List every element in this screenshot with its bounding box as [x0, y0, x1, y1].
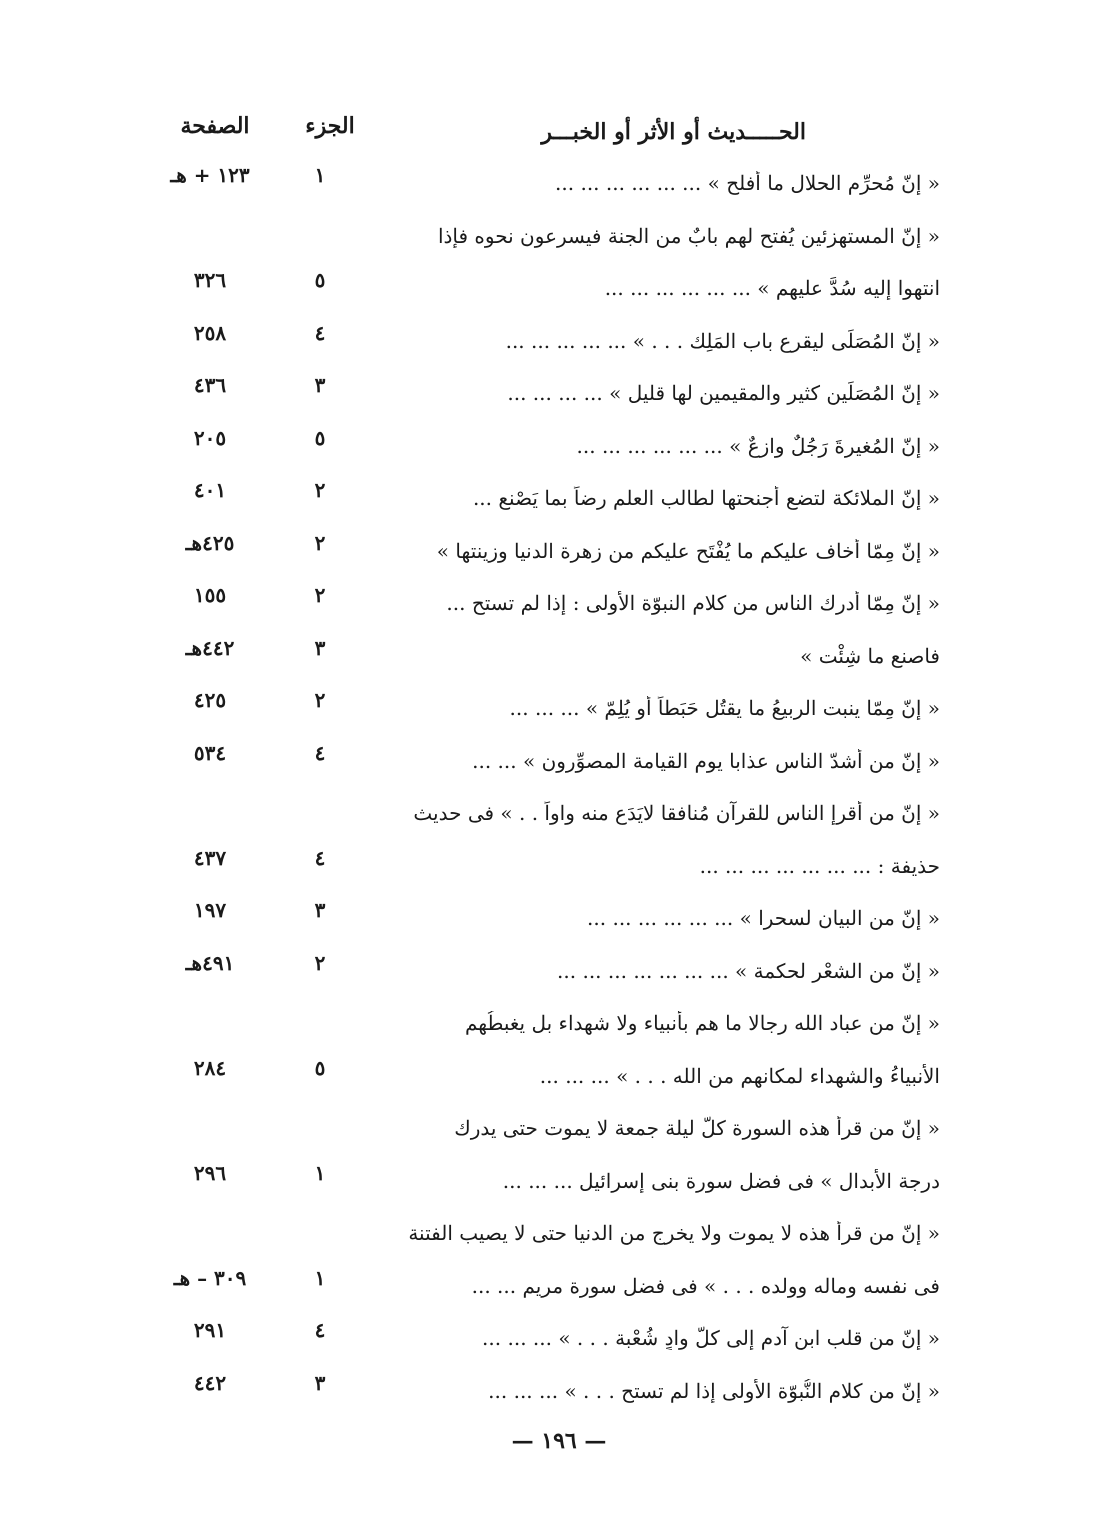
volume-number: ٥: [314, 1055, 326, 1080]
page-reference: ٤٤٢: [193, 1370, 227, 1395]
volume-number: ٣: [314, 898, 326, 922]
page-number: — ١٩٦ —: [511, 1428, 607, 1454]
page-reference: ٤٢٥هـ: [185, 530, 235, 555]
page-reference: ٤٤٢هـ: [185, 635, 235, 660]
hadith-text: « إنّ من عباد الله رجالا ما هم بأنبياء ولا شهداء بل يغبطُهم: [464, 1011, 940, 1035]
table-row: [0, 1056, 1118, 1096]
table-row: [0, 531, 1118, 571]
table-row: [0, 426, 1118, 466]
table-row: [0, 1161, 1118, 1201]
table-row: [0, 478, 1118, 518]
hadith-text: « إنّ من أشدّ الناس عذابا يوم القيامة المصوِّرون » ... ...: [472, 748, 940, 773]
header-hadith-column: الحـــــديث أو الأثر أو الخبـــر: [541, 119, 806, 145]
page-reference: ٤٩١هـ: [185, 950, 235, 975]
page-reference: ٤٣٦: [193, 373, 227, 397]
page-reference: ٢٥٨: [193, 320, 227, 345]
hadith-text: « إنّ المُغيرةَ رَجُلٌ وازِعٌ » ... ... ... ... ... ...: [576, 433, 940, 458]
volume-number: ٢: [314, 688, 326, 712]
table-row: [0, 1003, 1118, 1043]
table-row: [0, 793, 1118, 833]
hadith-text: « إنّ من قلب ابن آدم إلى كلّ وادٍ شُعْبة . . . » ... ... ...: [482, 1326, 940, 1350]
table-row: [0, 216, 1118, 256]
hadith-text: « إنّ المُصَلِّين كثير والمقيمين لها قليل » ... ... ... ...: [507, 381, 940, 405]
volume-number: ٤: [314, 740, 326, 765]
hadith-text: « إنّ من قرأ هذه لا يموت ولا يخرج من الدنيا حتى لا يصيب الفتنة: [408, 1221, 940, 1245]
table-row: [0, 951, 1118, 991]
hadith-text: « إنّ من كلام النُّبوّة الأُولى إذا لم تستح . . . » ... ... ...: [488, 1378, 940, 1403]
table-row: [0, 1213, 1118, 1253]
hadith-text: « إنّ مِمّا أدرك الناس من كلام النبوّة الأولى : إذا لم تستح ...: [446, 591, 940, 615]
page-reference: ١٩٧: [193, 898, 227, 922]
page-reference: ٤٢٥: [193, 688, 227, 712]
table-row: [0, 688, 1118, 728]
page-reference: ٥٣٤: [193, 740, 227, 765]
volume-number: ٥: [314, 425, 326, 450]
hadith-text: « إنّ الملائكة لتضع أجنحتها لطالب العلم رِضاً بما يَصْنع ...: [472, 486, 940, 510]
table-row: [0, 898, 1118, 938]
table-row: [0, 1371, 1118, 1411]
volume-number: ١: [314, 1160, 326, 1185]
page-reference: ٢٩١: [193, 1318, 227, 1342]
hadith-text: « إنّ مِمّا أخاف عليكم ما يُفْتَح عليكم من زهرة الدنيا وزينتها »: [436, 538, 940, 563]
hadith-text: انتهوا إليه سُدَّ عليهم » ... ... ... ... ... ...: [604, 276, 940, 300]
header-page-column: الصفحة: [180, 113, 250, 139]
page-reference: ١٥٥: [193, 583, 227, 607]
volume-number: ٣: [314, 1370, 326, 1395]
volume-number: ٤: [314, 845, 326, 870]
volume-number: ١: [314, 163, 326, 187]
page-reference: ٣٠٩ – هـ: [173, 1265, 247, 1290]
hadith-text: « إنّ المُصَلِّى ليقرع باب المَلِك . . . » ... ... ... ... ...: [505, 328, 940, 353]
hadith-text: « إنّ من أقرإ الناس للقرآن مُنافقا لايَدَع منه واواً . . » فى حديث: [413, 801, 940, 825]
table-row: [0, 321, 1118, 361]
volume-number: ١: [314, 1265, 326, 1290]
table-row: [0, 741, 1118, 781]
volume-number: ٣: [314, 373, 326, 397]
volume-number: ٤: [314, 320, 326, 345]
page-reference: ٢٠٥: [193, 425, 227, 450]
volume-number: ٣: [314, 635, 326, 660]
volume-number: ٤: [314, 1318, 326, 1342]
table-header: [0, 113, 1118, 153]
table-row: [0, 1108, 1118, 1148]
table-row: [0, 1318, 1118, 1358]
hadith-text: « إنّ من الشعْر لحكمة » ... ... ... ... ... ... ...: [557, 958, 940, 983]
hadith-text: « إنّ مِمّا ينبت الربيعُ ما يقتُل حَبَطاً أو يُلِمّ » ... ... ...: [509, 696, 940, 720]
hadith-text: « إنّ من قرأ هذه السورة كلّ ليلة جمعة لا يموت حتى يدرك: [454, 1116, 940, 1140]
table-row: [0, 1266, 1118, 1306]
volume-number: ٢: [314, 950, 326, 975]
hadith-text: « إنّ مُحرِّم الحلال ما أفلح » ... ... ... ... ... ...: [555, 171, 940, 195]
hadith-text: حذيفة : ... ... ... ... ... ... ...: [699, 853, 940, 878]
table-row: [0, 846, 1118, 886]
header-volume-column: الجزء: [305, 113, 355, 139]
table-row: [0, 163, 1118, 203]
table-row: [0, 636, 1118, 676]
table-row: [0, 268, 1118, 308]
hadith-text: درجة الأبدال » فى فضل سورة بنى إسرائيل ... ... ...: [502, 1168, 940, 1193]
hadith-text: « إنّ المستهزئين يُفتح لهم بابٌ من الجنة فيسرعون نحوه فإذا: [437, 223, 940, 248]
volume-number: ٢: [314, 530, 326, 555]
hadith-text: فاصنع ما شِئْت »: [800, 643, 940, 668]
volume-number: ٥: [314, 268, 326, 292]
volume-number: ٢: [314, 583, 326, 607]
table-row: [0, 373, 1118, 413]
page-reference: ٤٠١: [193, 478, 227, 502]
page-reference: ٤٣٧: [193, 845, 227, 870]
hadith-text: الأنبياءُ والشهداء لمكانهم من الله . . . » ... ... ...: [539, 1063, 940, 1088]
hadith-text: فى نفسه وماله وولده . . . » فى فضل سورة مريم ... ...: [471, 1273, 940, 1298]
hadith-text: « إنّ من البيان لسحرا » ... ... ... ... ... ...: [587, 906, 940, 930]
page-reference: ٢٨٤: [193, 1055, 227, 1080]
table-row: [0, 583, 1118, 623]
page-reference: ١٢٣ + هـ: [170, 163, 250, 187]
volume-number: ٢: [314, 478, 326, 502]
page-reference: ٣٢٦: [193, 268, 227, 292]
page-reference: ٢٩٦: [193, 1160, 227, 1185]
